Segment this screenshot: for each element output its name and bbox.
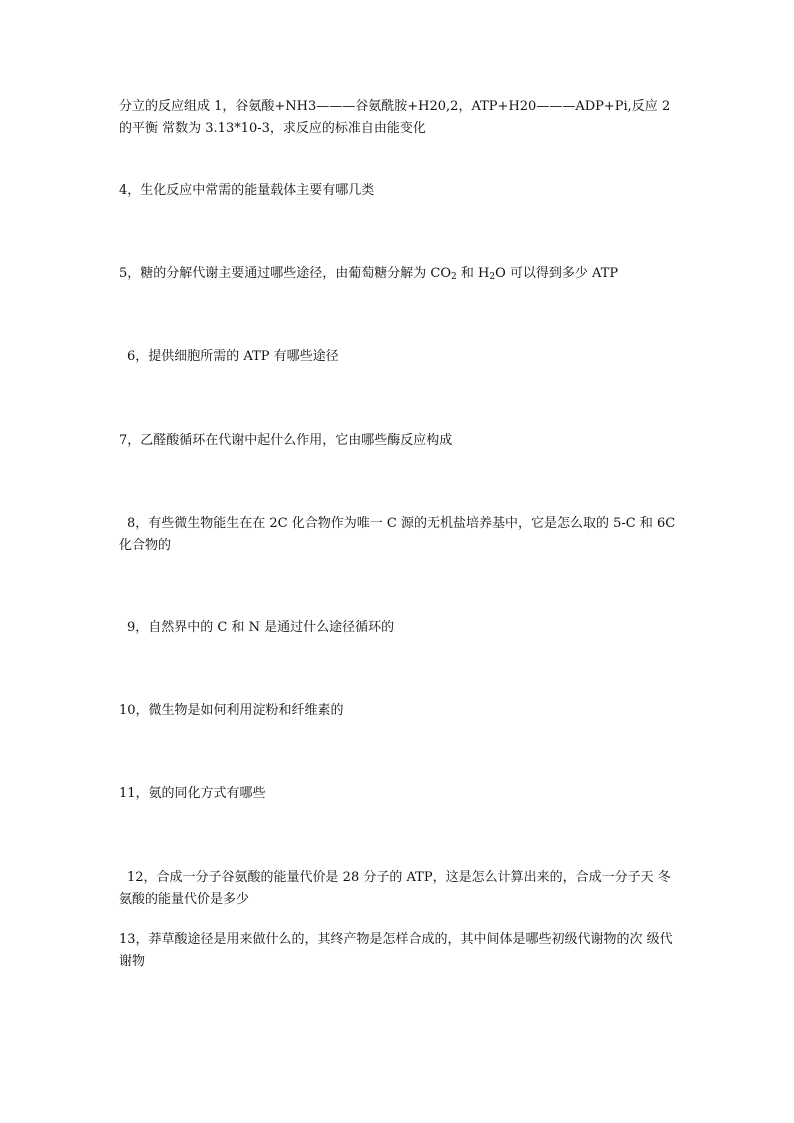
question-5-subscript-co2: 2 xyxy=(451,272,457,282)
question-12-text: 12，合成一分子谷氨酸的能量代价是 28 分子的 ATP，这是怎么计算出来的，合成一分子天 冬氨酸的能量代价是多少 xyxy=(119,870,671,907)
question-5-suffix: O 可以得到多少 ATP xyxy=(495,266,619,281)
question-7-text: 7，乙醛酸循环在代谢中起什么作用，它由哪些酶反应构成 xyxy=(119,433,453,448)
question-13-text: 13，莽草酸途径是用来做什么的，其终产物是怎样合成的，其中间体是哪些初级代谢物的次 级代谢物 xyxy=(119,932,673,969)
question-5-prefix: 5，糖的分解代谢主要通过哪些途径，由葡萄糖分解为 CO xyxy=(119,266,452,281)
question-10-text: 10，微生物是如何利用淀粉和纤维素的 xyxy=(119,703,344,718)
question-5-text xyxy=(119,263,679,285)
question-11-text: 11，氨的同化方式有哪些 xyxy=(119,786,266,801)
question-6-text: 6，提供细胞所需的 ATP 有哪些途径 xyxy=(127,349,339,364)
question-9-text: 9，自然界中的 C 和 N 是通过什么途径循环的 xyxy=(127,620,395,635)
question-5-mid: 和 H xyxy=(456,266,490,281)
question-8-text: 8，有些微生物能生在在 2C 化合物作为唯一 C 源的无机盐培养基中，它是怎么取的 5-C 和 6C 化合物的 xyxy=(119,516,676,553)
question-3-text: 分立的反应组成 1，谷氨酸+NH3———谷氨酰胺+H20,2，ATP+H20———ADP+Pi,反应 2 的平衡 常数为 3.13*10-3，求反应的标准自由能变化 xyxy=(119,99,671,136)
question-5-subscript-h2o: 2 xyxy=(489,272,496,282)
question-4-text: 4，生化反应中常需的能量载体主要有哪几类 xyxy=(119,183,375,198)
